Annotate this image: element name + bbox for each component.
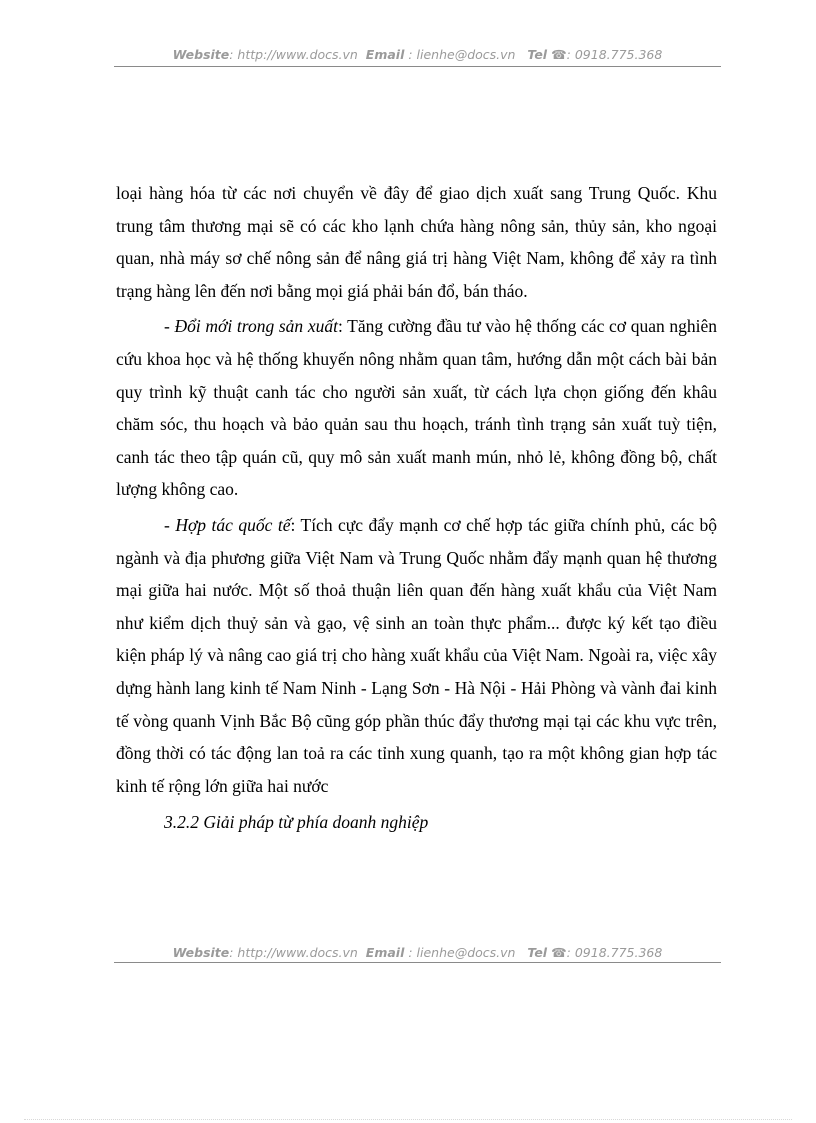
document-body xyxy=(116,177,717,839)
page-footer xyxy=(114,945,721,960)
footer-tel-label: Tel xyxy=(527,945,548,960)
header-divider xyxy=(114,66,721,67)
section-subheading: 3.2.2 Giải pháp từ phía doanh nghiệp xyxy=(164,812,429,833)
paragraph-cooperation-text: : Tích cực đẩy mạnh cơ chế hợp tác giữa chính phủ, các bộ ngành và địa phương giữa Việt Nam và Trung Quốc nhằm đẩy mạnh quan hệ thương mại giữa hai nước. Một số thoả thuận liên quan đến hàng xuất khẩu của Việt Nam như kiểm dịch thuỷ sản và gạo, vệ sinh an toàn thực phẩm... được ký kết tạo điều kiện pháp lý và nâng cao giá trị cho hàng xuất khẩu của Việt Nam. Ngoài ra, việc xây dựng hành lang kinh tế Nam Ninh - Lạng Sơn - Hà Nội - Hải Phòng và vành đai kinh tế vòng quanh Vịnh Bắc Bộ cũng góp phần thúc đẩy thương mại tại các khu vực trên, đồng thời có tác động lan toả ra các tỉnh xung quanh, tạo ra một không gian hợp tác kinh tế rộng lớn giữa hai nước xyxy=(116,514,717,796)
header-email-address[interactable]: : lienhe@docs.vn xyxy=(408,47,516,62)
footer-email-address[interactable]: : lienhe@docs.vn xyxy=(408,945,516,960)
header-tel-label: Tel xyxy=(527,47,548,62)
footer-tel-number: : 0918.775.368 xyxy=(566,945,663,960)
page-bottom-border xyxy=(24,1119,792,1120)
paragraph-innovation-text: : Tăng cường đầu tư vào hệ thống các cơ quan nghiên cứu khoa học và hệ thống khuyến nông nhằm quan tâm, hướng dẫn một cách bài bản quy trình kỹ thuật canh tác cho người sản xuất, từ cách lựa chọn giống đến khâu chăm sóc, thu hoạch và bảo quản sau thu hoạch, tránh tình trạng sản xuất tuỳ tiện, canh tác theo tập quán cũ, quy mô sản xuất manh mún, nhỏ lẻ, không đồng bộ, chất lượng không cao. xyxy=(116,316,718,500)
paragraph-innovation xyxy=(116,310,717,506)
page-header xyxy=(114,47,721,62)
phone-icon: ☎ xyxy=(551,945,567,960)
footer-website-url[interactable]: : http://www.docs.vn xyxy=(229,945,358,960)
footer-divider xyxy=(114,962,721,963)
header-email-label: Email xyxy=(365,47,405,62)
bullet-dash: - xyxy=(164,316,175,337)
header-website-url[interactable]: : http://www.docs.vn xyxy=(229,47,358,62)
footer-email-label: Email xyxy=(365,945,405,960)
paragraph-innovation-title: Đổi mới trong sản xuất xyxy=(174,316,338,337)
header-tel-number: : 0918.775.368 xyxy=(566,47,663,62)
paragraph-continuation: loại hàng hóa từ các nơi chuyển về đây để giao dịch xuất sang Trung Quốc. Khu trung tâm thương mại sẽ có các kho lạnh chứa hàng nông sản, thủy sản, kho ngoại quan, nhà máy sơ chế nông sản để nâng giá trị hàng Việt Nam, không để xảy ra tình trạng hàng lên đến nơi bằng mọi giá phải bán đổ, bán tháo. xyxy=(116,183,717,301)
header-website-label: Website xyxy=(172,47,230,62)
paragraph-cooperation-title: Hợp tác quốc tế xyxy=(175,514,291,535)
paragraph-cooperation xyxy=(116,509,717,802)
phone-icon: ☎ xyxy=(551,47,567,62)
footer-website-label: Website xyxy=(172,945,230,960)
bullet-dash: - xyxy=(164,514,176,535)
